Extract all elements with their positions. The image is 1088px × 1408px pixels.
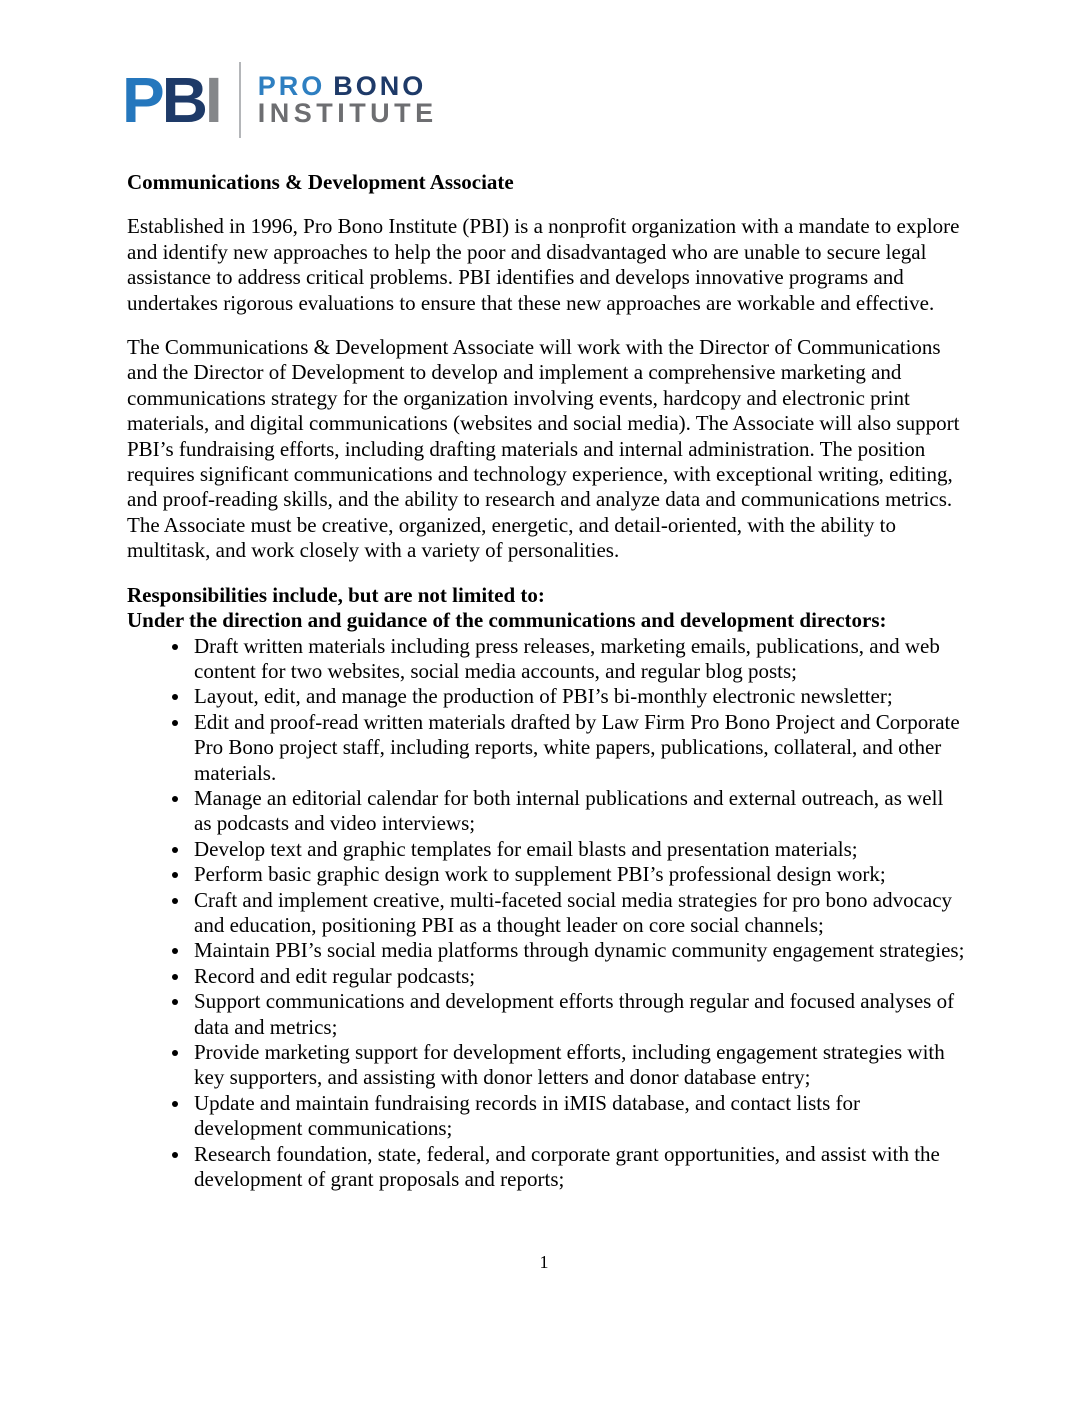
responsibilities-list: [127, 634, 965, 1193]
wordmark-pro-bono: [258, 73, 438, 100]
responsibility-item: • Maintain PBI’s social media platforms through dynamic community engagement strategies;: [191, 938, 965, 963]
pbi-logo: [122, 62, 438, 138]
responsibility-item: • Layout, edit, and manage the production of PBI’s bi-monthly electronic newsletter;: [191, 684, 965, 709]
responsibility-item: • Develop text and graphic templates for email blasts and presentation materials;: [191, 837, 965, 862]
logo-divider: [239, 62, 241, 138]
pbi-logo-wordmark: [258, 73, 438, 127]
responsibility-item: • Provide marketing support for development efforts, including engagement strategies with key supporters, and assisting with donor letters and donor database entry;: [191, 1040, 965, 1091]
pbi-logo-acronym: [122, 64, 220, 136]
responsibilities-subheading: Under the direction and guidance of the communications and development directors:: [127, 608, 887, 633]
intro-paragraph: The Communications & Development Associate will work with the Director of Communications and the Director of Development to develop and implement a comprehensive marketing and communications strategy for the organization involving events, hardcopy and electronic print materials, and digital communications (websites and social media). The Associate will also support PBI’s fundraising efforts, including drafting materials and internal administration. The position requires significant communications and technology experience, with exceptional writing, editing, and proof-reading skills, and the ability to research and analyze data and communications metrics. The Associate must be creative, organized, energetic, and detail-oriented, with the ability to multitask, and work closely with a variety of personalities.: [127, 335, 960, 563]
responsibility-item: • Update and maintain fundraising records in iMIS database, and contact lists for development communications;: [191, 1091, 965, 1142]
responsibility-item: • Support communications and development efforts through regular and focused analyses of data and metrics;: [191, 989, 965, 1040]
responsibility-item: • Record and edit regular podcasts;: [191, 964, 965, 989]
responsibility-item: • Research foundation, state, federal, and corporate grant opportunities, and assist with the development of grant proposals and reports;: [191, 1142, 965, 1193]
wordmark-pro: PRO: [257, 71, 326, 101]
responsibilities-heading: Responsibilities include, but are not limited to:: [127, 582, 545, 607]
responsibility-item: • Manage an editorial calendar for both internal publications and external outreach, as well as podcasts and video interviews;: [191, 786, 965, 837]
responsibility-item: • Edit and proof-read written materials drafted by Law Firm Pro Bono Project and Corporate Pro Bono project staff, including reports, white papers, publications, collateral, and other materials.: [191, 710, 965, 786]
wordmark-institute: INSTITUTE: [257, 98, 438, 128]
responsibility-item: • Craft and implement creative, multi-faceted social media strategies for pro bono advocacy and education, positioning PBI as a thought leader on core social channels;: [191, 888, 965, 939]
page-number: 1: [539, 1252, 549, 1272]
intro-paragraph: Established in 1996, Pro Bono Institute (PBI) is a nonprofit organization with a mandate to explore and identify new approaches to help the poor and disadvantaged who are unable to secure legal assistance to address critical problems. PBI identifies and develops innovative programs and undertakes rigorous evaluations to ensure that these new approaches are workable and effective.: [127, 214, 960, 315]
page-footer: [0, 1251, 1088, 1273]
logo-letter-i: I: [204, 64, 220, 136]
responsibility-item: • Draft written materials including press releases, marketing emails, publications, and web content for two websites, social media accounts, and regular blog posts;: [191, 634, 965, 685]
responsibility-item: • Perform basic graphic design work to supplement PBI’s professional design work;: [191, 862, 965, 887]
logo-letter-p: P: [122, 64, 162, 136]
wordmark-bono: BONO: [333, 71, 427, 101]
job-title: Communications & Development Associate: [127, 170, 514, 194]
logo-letter-b: B: [161, 64, 205, 136]
intro-paragraphs: [127, 214, 965, 563]
job-description: [127, 170, 965, 1192]
